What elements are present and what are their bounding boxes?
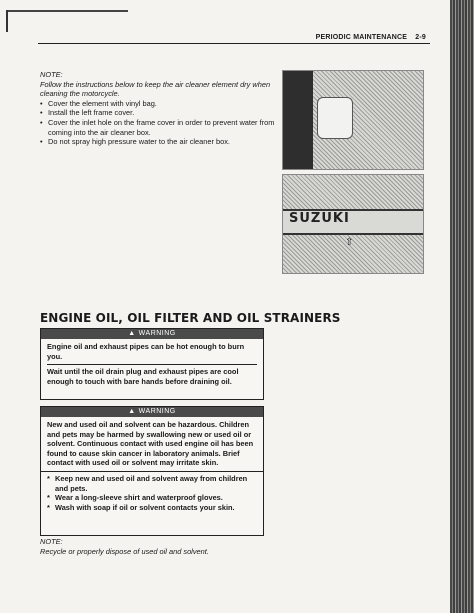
note-bullet: • Cover the inlet hole on the frame cover in order to prevent water from coming into the air cleaner box. [40,118,280,137]
warning-box-hazardous [40,406,264,536]
warning-label: WARNING [138,408,176,415]
note-bullet: • Do not spray high pressure water to the air cleaner box. [40,137,280,147]
note-recycle [40,537,280,556]
warning-banner [41,407,263,417]
note-bullet: • Cover the element with vinyl bag. [40,99,280,109]
header-section: PERIODIC MAINTENANCE [315,34,408,41]
note-bullet: • Install the left frame cover. [40,108,280,118]
note-text: Recycle or properly dispose of used oil and solvent. [40,546,209,556]
warning-text [41,417,263,468]
photo-shadow-area [283,71,313,169]
warning-box-hot [40,328,264,400]
header-page-number: 2-9 [415,34,426,41]
warning-triangle-icon: ▲ [128,330,136,337]
photo-air-box [317,97,353,139]
up-arrow-icon: ⇧ [345,237,354,248]
note-label: NOTE: [40,537,63,546]
photo-suzuki-logo: SUZUKI [289,211,350,226]
warning-label: WARNING [138,330,176,337]
page-corner-mark [6,10,18,32]
warning-paragraph: New and used oil and solvent can be hazardous. Children and pets may be harmed by swallowing new or used oil or solvent. Continuous contact with used engine oil has been found to cause skin cancer in laboratory animals. Brief contact with used oil or solvent may irritate skin. [47,420,254,468]
warning-item-list [41,474,263,512]
note-intro: Follow the instructions below to keep the air cleaner element dry when cleaning the motorcycle. [40,79,271,99]
note-bullet-list [40,99,280,147]
page-binding-edge [450,0,474,613]
warning-paragraph: Wait until the oil drain plug and exhaust pipes are cool enough to touch with bare hands before draining oil. [47,367,239,386]
warning-item: * Wear a long-sleeve shirt and waterproof gloves. [47,493,257,503]
warning-item: * Wash with soap if oil or solvent contacts your skin. [47,503,257,513]
warning-triangle-icon: ▲ [128,408,136,415]
warning-item: * Keep new and used oil and solvent away from children and pets. [47,474,257,493]
header-rule [38,43,430,44]
warning-divider [47,364,257,365]
photo-frame-cover [282,174,424,274]
note-air-cleaner [40,70,280,147]
photo-air-cleaner-bag [282,70,424,170]
warning-text [41,339,263,386]
note-label: NOTE: [40,70,63,79]
warning-paragraph: Engine oil and exhaust pipes can be hot enough to burn you. [47,342,245,361]
section-title: ENGINE OIL, OIL FILTER AND OIL STRAINERS [40,311,341,325]
warning-divider [41,471,263,472]
page-top-line [8,10,128,12]
warning-banner [41,329,263,339]
running-header [310,34,426,41]
